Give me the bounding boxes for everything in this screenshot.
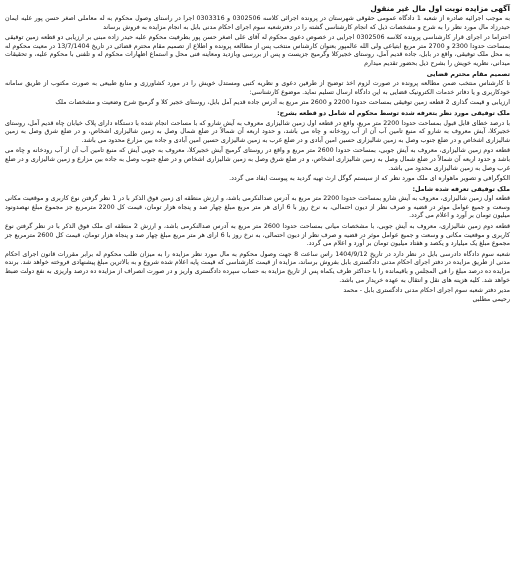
decision-paragraph: تا کارشناس منتخب ضمن مطالعه پرونده در صورت لزوم اخذ توضیح از طرفین دعوی و نظریه کتبی ومستدل خویش را در مورد کشاورزی و منابع طبیعی به صورت مکتوب از طریق سامانه خودکاربری و یا دفاتر خدمات الکترونیک قضایی به این دادگاه ارسال تسلیم نماید. موضوع کارشناسی:: [5, 80, 510, 96]
intro-paragraph: به موجب اجرائیه صادره از شعبه 1 دادگاه عمومی حقوقی شهرستان در پرونده اجرائی کلاسه 0302506 و 0303316 اجرا در راستای وصول محکوم به له معاملی اصغر حسن پور علیه ایمان حیدرزاد مال مورد نظر را به شرح و مشخصات ذیل که انجام کارشناسی گشته را در دفترشعبه سوم اجرای احکام مدنی بابل به انجام مزایده به فروش برساند: [5, 15, 510, 31]
expert-intro-paragraph: احتراما در اجرای قرار کارشناسی پرونده کلاسه 0302506 اجرایی در خصوص دعوی محکوم له آقای علی اصغر حسن پور بطرفیت محکوم علیه حیدر زاده مبنی بر ارزیابی دو قطعه زمین توفیقی بمساحت حدودا 2300 و 2700 متر مربع ابتیاعی ولی الله عالمپور بعنوان کارشناس منتخب پس از مطالعه پرونده و اطلاع از تصمیم مقام محترم قضائی در تاریخ 13/7/1404 در معیت محکوم له به محل ملک توفیقی، واقع در بابل، جاده قدیم آمل، روستای خجیرکلا وگرمیج جزیست و پس از بررسی وبازدید ومعاینه فنی محل و استماع اظهارات محکوم له و تلفنی با محکوم علیه، و تحقیقات میدانی، نظریه خویش را بشرح ذیل بحضور تقدیم میدارم: [5, 34, 510, 67]
valuation-lot1: قطعه اول زمین شالیزاری، معروف به آیش شارو بمساحت حدودا 2200 متر مربع به آدرس صدالنکرمی باشد، و ارزش منطقه ای زمین فوق الذکر با در 1 نظر گرفتن نوع کاربری و موقعیت مکانی وسعت و جمیع عوامل موثر در قضیه و صرف نظر از دیون احتمالی، به نرخ روز با 6 ارای هر متر مربع مبلغ چهار صد و پنجاه هزار تومان، قیمت کل 2200 مترمربع جز مجموع مبلغ نهصدونود میلیون تومان بر آورد و اعلام می گردد.: [5, 195, 510, 220]
signature-block: [5, 287, 510, 304]
valuation-heading: ملک توفیقی تعرفه شده شامل:: [412, 185, 510, 193]
decision-heading: تصمیم مقام محترم قضایی: [426, 70, 510, 78]
valuation-lot2: قطعه دوم زمین شالیزاری، معروف به آیش جوبی، با مشخصات میانی بمساحت حدودا 2600 متر مربع به آدرس صدالنکرمی باشد، و ارزش 2 منطقه ای ملک فوق الذکر با در نظر گرفتن نوع کاربری و موقعیت مکانی و وسعت و جمیع عوامل موثر در قضیه و صرف نظر از دیون احتمالی، به نرخ روز با 6 ارای هر متر مربع مبلغ چهار صد و پنجاه هزار تومان، قیمت کل 2600 مترمربع جز مجموع مبلغ یک میلیارد و یکصد و هفتاد میلیون تومان بر آورد و اعلام می گردد.: [5, 223, 511, 248]
photo-note: الکوگرافی و تصویر ماهواره ای ملک مورد نظر که از سیستم گوگل ارث تهیه گردید به پیوست ایفاد می گردد.: [229, 175, 510, 183]
subject-paragraph: ارزیابی و قیمت گذاری 2 قطعه زمین توفیقی بمساحت حدودا 2200 و 2600 متر مربع به آدرس جاده قدیم آمل بابل، روستای خجیر کلا و گرمیج شرح وضعیت و مشخصات ملک: [55, 99, 510, 107]
auction-terms: شعبه سوم دادگاه دادرسی بابل در نظر دارد در تاریخ 1404/9/12 راس ساعت 8 جهت وصول محکوم به مال مورد نظر مزایده را به میزان طلب محکوم له برابر مقررات قانون اجرای احکام مدنی از طریق مزایده در دفتر اجرای احکام مدنی دادگستری بابل بفروش برساند، مزایده از قیمت کارشناسی که قیمت پایه اعلام شده شروع و به بالاترین مبلغ پیشنهادی فروخته خواهد شد. برنده مزایده ده درصد مبلغ را فی المجلس و باقیمانده را با حداکثر ظرف یکماه پس از تاریخ مزایده به حساب سپرده دادگستری واریز و در صورت انصراف از مزایده ده درصد واریزی به نفع دولت ضبط خواهد شد. کلیه هزینه های نقل و انتقال به عهده خریدار می باشد.: [5, 250, 510, 284]
lot1-description: با درصد خطای قابل قبول بمساحت حدودا 2200 متر مربع، واقع در قطعه اول زمین شالیزاری معروف به آیش شارو که با مساحت انجام شده با دستگاه دارای پلاک خیابان چاه قدیم آمل، روستای خجیرکلا، آیش معروف به شارو که منبع تامین آب آن از آب رودخانه و چاه می باشد، و حدود اربعه آن شمالاً در ضلع شمال وصل به زمین شالیزاری اشخاص، و در ضلع شرق وصل به زمین شالیزاری اشخاص و در ضلع جنوب وصل به زمین شالیزاری حسین امین آبادی و در ضلع غرب به زمین شالیزاری حسین امین آبادی و جاده بین مزارع محدود می باشد.: [5, 119, 511, 144]
location-heading: ملک توفیقی مورد نظر بتعرفه شده توسط محکوم له شامل دو قطعه بشرح:: [277, 109, 510, 117]
signature-office: مدیر دفتر شعبه سوم اجرای احکام مدنی دادگستری بابل - محمد: [343, 287, 510, 295]
signature-name: رحیمی مطلبی: [472, 295, 510, 303]
notice-title: آگهی مزایده نوبت اول مال غیر منقول: [370, 4, 510, 13]
lot2-description: قطعه دوم زمین شالیزاری، معروف به آیش جوبی، بمساحت حدودا 2600 متر مربع و واقع در روستای گرمیج آیش خجیرکلا، معروف به جوبی آیش که منبع تامین آب آن از آب رودخانه و چاه می باشد و حدود اربعه آن شمالاً در ضلع شمال وصل به زمین شالیزاری اشخاص، و در ضلع شرق وصل به زمین شالیزاری اشخاص و در ضلع جنوب وصل به جاده بین مزارع و زمین شالیزاری و در ضلع غرب وصل به زمین شالیزاری محدود می باشد.: [5, 147, 510, 172]
